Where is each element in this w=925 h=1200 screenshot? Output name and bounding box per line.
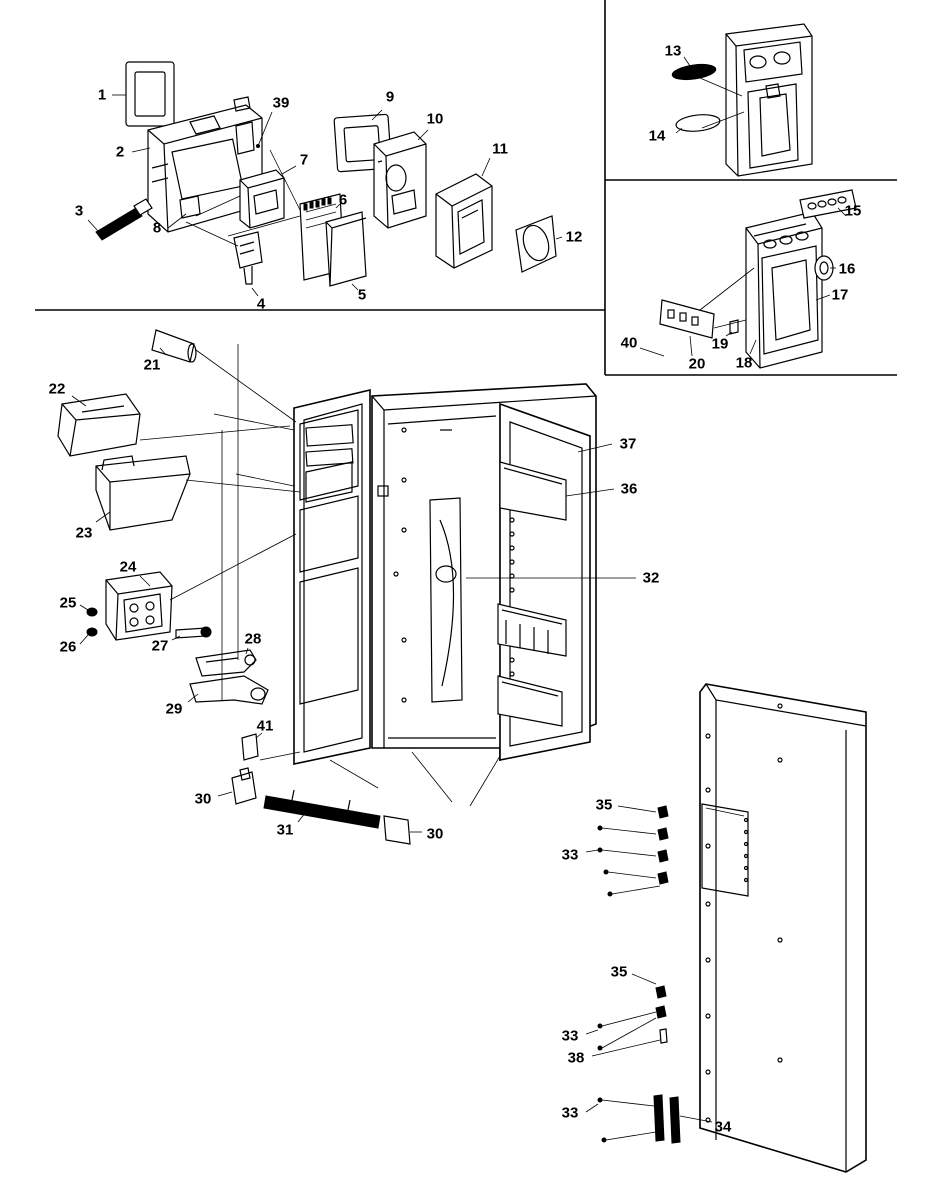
callout-11: 11 (492, 140, 508, 158)
callout-35-upper: 35 (595, 796, 613, 814)
callout-33-upper: 33 (561, 846, 579, 864)
callout-32: 32 (642, 569, 660, 587)
freezer-door-assembly-art (58, 330, 636, 844)
callout-29: 29 (165, 700, 183, 718)
callout-15: 15 (844, 202, 862, 220)
callout-26: 26 (59, 638, 77, 656)
callout-30-right: 30 (426, 825, 444, 843)
callout-33-lower: 33 (561, 1104, 579, 1122)
callout-7: 7 (299, 151, 309, 169)
callout-16: 16 (838, 260, 856, 278)
callout-19: 19 (711, 335, 729, 353)
callout-13: 13 (664, 42, 682, 60)
callout-6: 6 (338, 191, 348, 209)
callout-28: 28 (244, 630, 262, 648)
callout-27: 27 (151, 637, 169, 655)
callout-23: 23 (75, 524, 93, 542)
callout-8: 8 (152, 219, 162, 237)
callout-9: 9 (385, 88, 395, 106)
callout-33-middle: 33 (561, 1027, 579, 1045)
callout-20: 20 (688, 355, 706, 373)
callout-31: 31 (276, 821, 294, 839)
callout-14: 14 (648, 127, 666, 145)
outer-door-panel-art (586, 684, 866, 1172)
callout-36: 36 (620, 480, 638, 498)
callout-35-lower: 35 (610, 963, 628, 981)
callout-18: 18 (735, 354, 753, 372)
callout-12: 12 (565, 228, 583, 246)
callout-22: 22 (48, 380, 66, 398)
callout-4: 4 (256, 295, 266, 313)
callout-1: 1 (97, 86, 107, 104)
callout-39: 39 (272, 94, 290, 112)
callout-41: 41 (256, 717, 274, 735)
callout-3: 3 (74, 202, 84, 220)
callout-2: 2 (115, 143, 125, 161)
dispenser-pad-assembly-art (640, 190, 856, 368)
callout-24: 24 (119, 558, 137, 576)
dispenser-control-assembly-art (88, 62, 562, 296)
callout-38: 38 (567, 1049, 585, 1067)
callout-30-left: 30 (194, 790, 212, 808)
callout-40: 40 (620, 334, 638, 352)
callout-21: 21 (143, 356, 161, 374)
callout-5: 5 (357, 286, 367, 304)
callout-34: 34 (714, 1118, 732, 1136)
callout-25: 25 (59, 594, 77, 612)
callout-17: 17 (831, 286, 849, 304)
callout-10: 10 (426, 110, 444, 128)
callout-37: 37 (619, 435, 637, 453)
dispenser-front-assembly-art (671, 24, 812, 176)
